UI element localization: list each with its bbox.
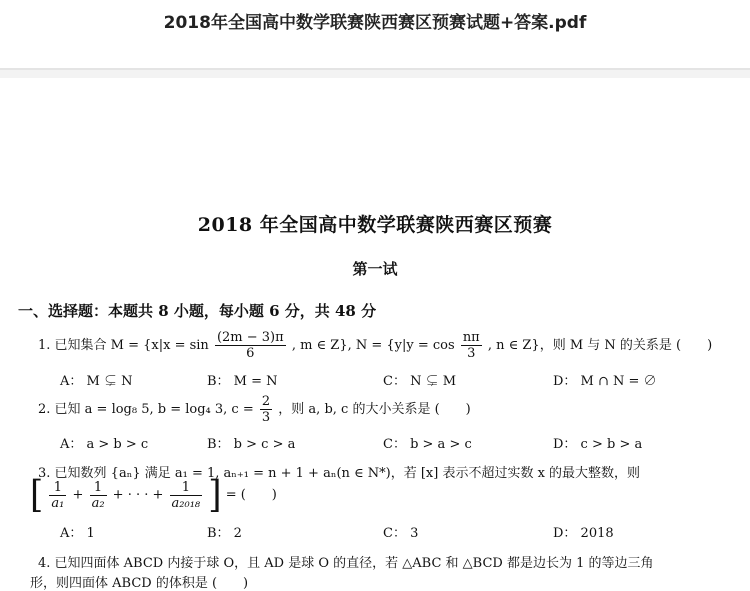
- q2-option-a: A： a > b > c: [60, 437, 149, 452]
- document-title: 2018 年全国高中数学联赛陕西赛区预赛: [197, 214, 553, 236]
- floor-left-bracket: [: [30, 473, 44, 517]
- q2-option-d: D： c > b > a: [553, 437, 643, 452]
- floor-right-bracket: ]: [208, 473, 222, 517]
- q3-tail: = ( ): [225, 487, 277, 503]
- q1-fraction-1: [215, 330, 286, 361]
- question-1: [38, 330, 712, 361]
- q3-fraction-1-num: 1: [49, 480, 66, 496]
- q2-option-b: B： b > c > a: [207, 437, 296, 452]
- q3-fraction-3: [170, 480, 203, 511]
- q3-fraction-2: [90, 480, 107, 511]
- q3-option-d: D： 2018: [553, 526, 614, 541]
- q3-option-b: B： 2: [207, 526, 242, 541]
- question-3-expression: [30, 473, 277, 517]
- round-title: 第一试: [352, 260, 398, 278]
- question-4-line-2: 形，则四面体 ABCD 的体积是 ( ): [30, 576, 249, 591]
- q1-option-b: B： M = N: [207, 374, 278, 389]
- question-4-line-1: 4. 已知四面体 ABCD 内接于球 O，且 AD 是球 O 的直径，若 △ABC 和 △BCD 都是边长为 1 的等边三角: [38, 556, 654, 571]
- q1-option-c: C： N ⊊ M: [383, 374, 457, 389]
- q1-text-c: , n ∈ Z}，则 M 与 N 的关系是 ( ): [487, 338, 713, 353]
- q3-fraction-2-den: a₂: [91, 495, 105, 511]
- q2-text-a: 2. 已知 a = log₈ 5, b = log₄ 3, c =: [38, 402, 254, 417]
- q3-fraction-2-num: 1: [90, 480, 107, 496]
- q2-text-b: ，则 a, b, c 的大小关系是 ( ): [278, 402, 471, 417]
- q1-fraction-2-num: nπ: [462, 330, 480, 345]
- question-3-line-1: 3. 已知数列 {aₙ} 满足 a₁ = 1, aₙ₊₁ = n + 1 + aₙ(n ∈ N*)，若 [x] 表示不超过实数 x 的最大整数，则: [38, 466, 641, 481]
- q1-fraction-2: [461, 330, 482, 361]
- q3-fraction-3-num: 1: [170, 480, 203, 496]
- q3-plus: +: [72, 487, 84, 503]
- q1-option-a: A： M ⊊ N: [60, 374, 133, 389]
- q3-option-c: C： 3: [383, 526, 419, 541]
- q1-fraction-2-den: 3: [467, 346, 476, 361]
- q1-text-a: 1. 已知集合 M = {x|x = sin: [38, 338, 209, 353]
- file-title: 2018年全国高中数学联赛陕西赛区预赛试题+答案.pdf: [163, 13, 587, 33]
- q2-fraction: [260, 394, 272, 425]
- title-bar: [0, 0, 750, 70]
- q1-text-b: , m ∈ Z}, N = {y|y = cos: [291, 338, 455, 353]
- q1-option-d: D： M ∩ N = ∅: [553, 374, 657, 389]
- q2-fraction-num: 2: [261, 394, 271, 409]
- q2-option-c: C： b > a > c: [383, 437, 472, 452]
- q3-dots: + · · · +: [112, 487, 164, 503]
- q3-fraction-1-den: a₁: [51, 495, 65, 511]
- page-gap: [0, 70, 750, 78]
- q1-fraction-1-num: (2m − 3)π: [216, 330, 284, 345]
- q3-fraction-3-den: a₂₀₁₈: [171, 495, 201, 511]
- section-heading: 一、选择题：本题共 8 小题，每小题 6 分，共 48 分: [18, 302, 377, 320]
- q3-fraction-1: [49, 480, 66, 511]
- q3-option-a: A： 1: [60, 526, 95, 541]
- question-2: [38, 394, 471, 425]
- q2-fraction-den: 3: [261, 410, 271, 425]
- q1-fraction-1-den: 6: [246, 346, 255, 361]
